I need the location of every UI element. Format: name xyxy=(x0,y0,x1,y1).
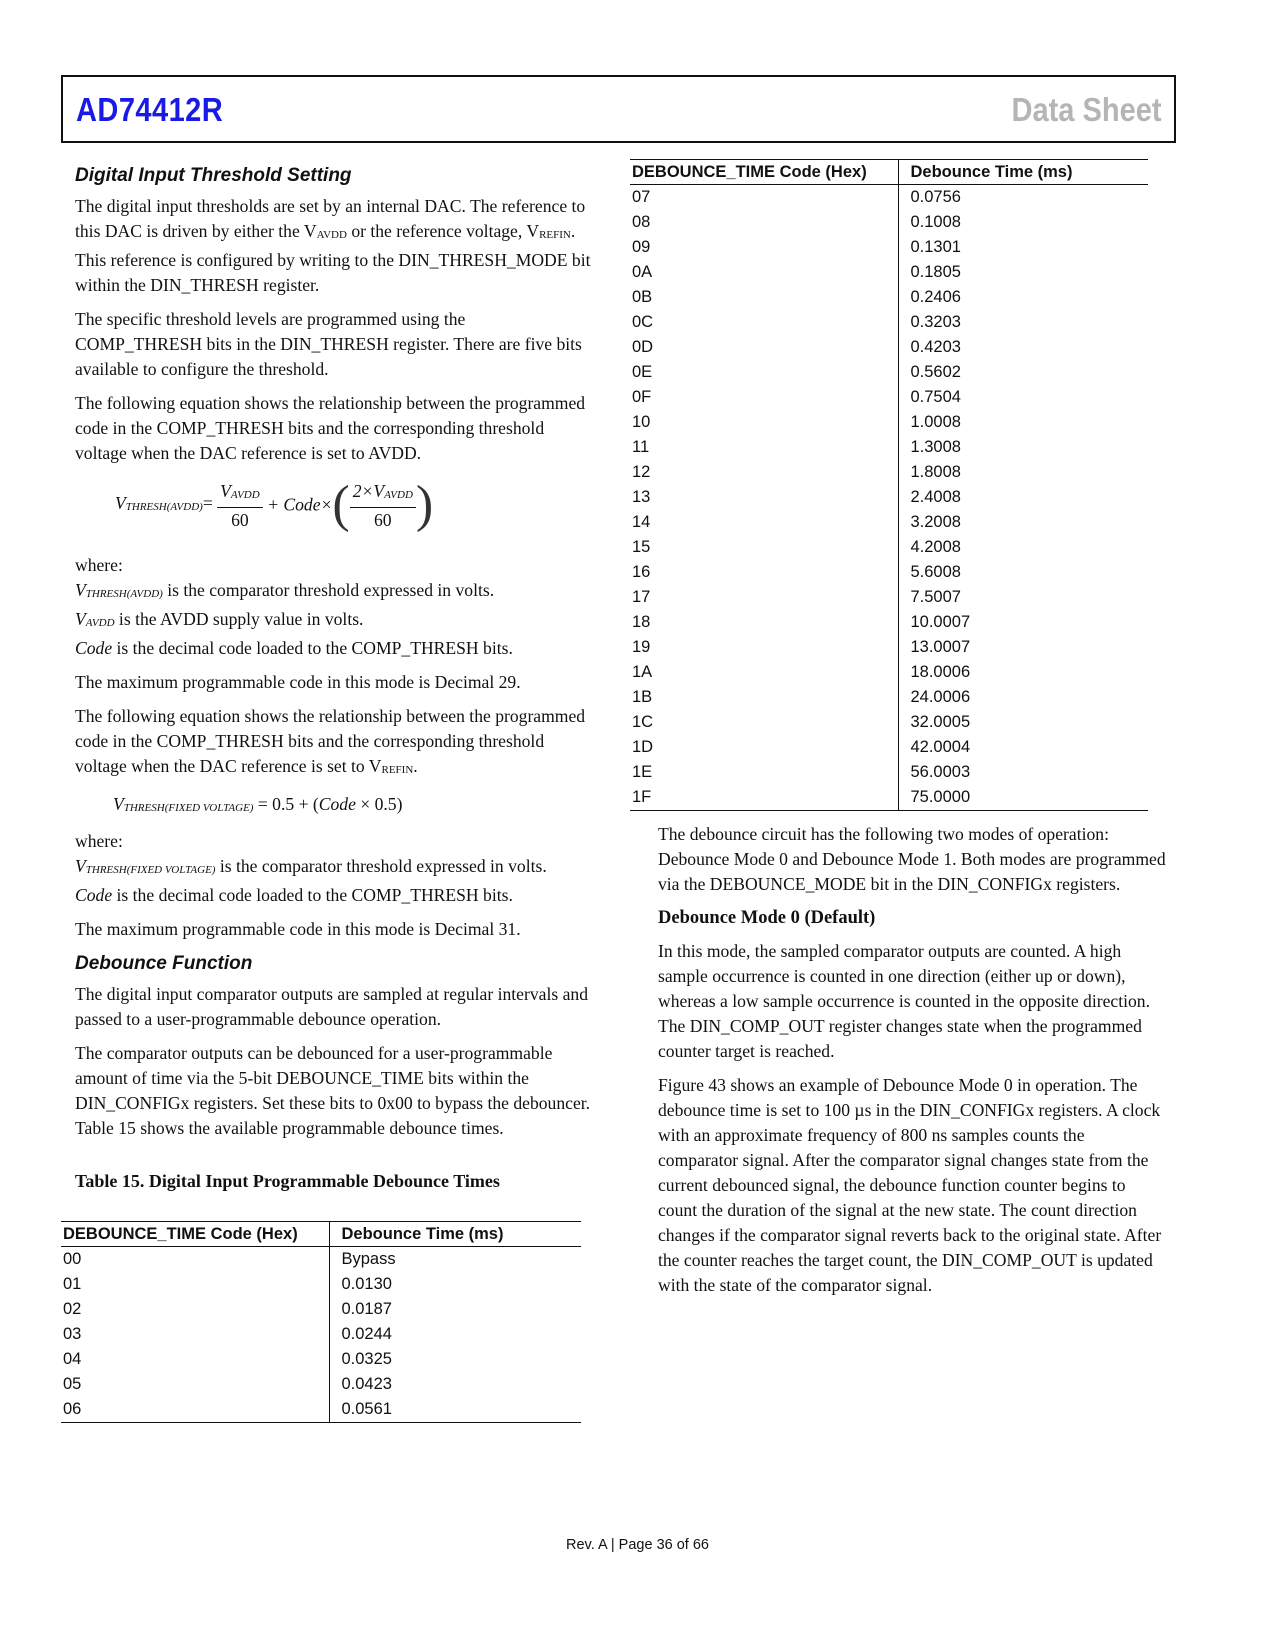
cell-debounce-time: 75.0000 xyxy=(898,785,1148,811)
table-row xyxy=(61,1247,581,1273)
left-column xyxy=(75,160,595,1193)
paragraph-debounce-time: The comparator outputs can be debounced for a user-programmable amount of time via the 5-bit DEBOUNCE_TIME bits within the DIN_CONFIGx registers. Set these bits to 0x00 to bypass the debouncer. Table 15 shows the available programmable debounce times. xyxy=(75,1043,591,1138)
cell-debounce-time: 2.4008 xyxy=(910,488,961,506)
table-header-code: DEBOUNCE_TIME Code (Hex) xyxy=(61,1222,329,1247)
table-row xyxy=(630,585,1148,610)
table-row xyxy=(630,685,1148,710)
cell-code: 19 xyxy=(630,635,898,660)
cell-debounce-time: 18.0006 xyxy=(910,663,971,681)
table-row xyxy=(630,610,1148,635)
cell-code: 0E xyxy=(630,360,898,385)
table-header-time: Debounce Time (ms) xyxy=(898,160,1148,185)
table-row xyxy=(630,260,1148,285)
definition-vavdd: $V_{AVDD}$ is the AVDD supply value in volts. xyxy=(75,609,364,629)
definition-vthresh-fixed: $V_{THRESH(FIXED VOLTAGE)}$ is the comparator threshold expressed in volts. xyxy=(75,856,547,876)
cell-code: 03 xyxy=(61,1322,329,1347)
cell-debounce-time: 0.5602 xyxy=(910,363,961,381)
where-label-2: where: xyxy=(75,831,123,851)
cell-code: 0C xyxy=(630,310,898,335)
cell-code: 01 xyxy=(61,1272,329,1297)
cell-code: 04 xyxy=(61,1347,329,1372)
paragraph-max-code-29: The maximum programmable code in this mode is Decimal 29. xyxy=(75,672,521,692)
table-row xyxy=(630,635,1148,660)
table-row xyxy=(630,210,1148,235)
debounce-table-part2 xyxy=(630,159,1148,811)
table-row xyxy=(630,510,1148,535)
cell-debounce-time: 10.0007 xyxy=(910,613,971,631)
cell-debounce-time: 3.2008 xyxy=(910,513,961,531)
part-number: AD74412R xyxy=(76,91,224,128)
table-row xyxy=(630,460,1148,485)
page-header xyxy=(61,75,1176,143)
table-row xyxy=(630,710,1148,735)
cell-debounce-time: 32.0005 xyxy=(910,713,971,731)
table-row xyxy=(61,1322,581,1347)
cell-code: 10 xyxy=(630,410,898,435)
cell-debounce-time: 0.0244 xyxy=(341,1325,392,1343)
cell-debounce-time: 5.6008 xyxy=(910,563,961,581)
cell-code: 17 xyxy=(630,585,898,610)
table-row xyxy=(630,535,1148,560)
where-label-1: where: xyxy=(75,555,123,575)
document-type: Data Sheet xyxy=(1011,91,1162,128)
cell-code: 13 xyxy=(630,485,898,510)
cell-code: 15 xyxy=(630,535,898,560)
equation-fraction-1: $\frac{V_{AVDD}}{60}$ xyxy=(217,479,263,532)
cell-debounce-time: 4.2008 xyxy=(910,538,961,556)
definition-vthresh-avdd: $V_{THRESH(AVDD)}$ is the comparator threshold expressed in volts. xyxy=(75,580,495,600)
cell-debounce-time: 0.2406 xyxy=(910,288,961,306)
cell-debounce-time: 0.4203 xyxy=(910,338,961,356)
cell-code: 1F xyxy=(630,785,898,811)
debounce-table-part1 xyxy=(61,1221,581,1423)
paragraph-equation-avdd-intro: The following equation shows the relationship between the programmed code in the COMP_THRESH bits and the corresponding threshold voltage when the DAC reference is set to AVDD. xyxy=(75,393,586,463)
cell-debounce-time: 1.8008 xyxy=(910,463,961,481)
cell-debounce-time: 1.3008 xyxy=(910,438,961,456)
right-column xyxy=(658,822,1168,1307)
paragraph-debounce-modes: The debounce circuit has the following two modes of operation: Debounce Mode 0 and Debounce Mode 1. Both modes are programmed via the DEBOUNCE_MODE bit in the DIN_CONFIGx registers. xyxy=(658,824,1166,894)
table-row xyxy=(61,1297,581,1322)
cell-code: 05 xyxy=(61,1372,329,1397)
cell-debounce-time: 0.0130 xyxy=(341,1275,392,1293)
table-row xyxy=(630,360,1148,385)
table-row xyxy=(630,560,1148,585)
paragraph-equation-refin-intro: The following equation shows the relationship between the programmed code in the COMP_THRESH bits and the corresponding threshold voltage when the DAC reference is set to $V_{REFIN}$. xyxy=(75,706,586,776)
cell-code: 14 xyxy=(630,510,898,535)
cell-debounce-time: 0.0187 xyxy=(341,1300,392,1318)
cell-code: 12 xyxy=(630,460,898,485)
cell-code: 08 xyxy=(630,210,898,235)
cell-debounce-time: 1.0008 xyxy=(910,413,961,431)
paragraph-debounce-intro: The digital input comparator outputs are sampled at regular intervals and passed to a user-programmable debounce operation. xyxy=(75,984,588,1029)
cell-code: 1E xyxy=(630,760,898,785)
table-row xyxy=(61,1372,581,1397)
cell-code: 1D xyxy=(630,735,898,760)
table-row xyxy=(630,285,1148,310)
table-caption: Table 15. Digital Input Programmable Debounce Times xyxy=(75,1171,500,1191)
table-row xyxy=(630,410,1148,435)
subheading-debounce-mode-0: Debounce Mode 0 (Default) xyxy=(658,908,876,928)
table-row xyxy=(630,335,1148,360)
cell-debounce-time: 24.0006 xyxy=(910,688,971,706)
cell-code: 18 xyxy=(630,610,898,635)
cell-debounce-time: 0.7504 xyxy=(910,388,961,406)
table-row xyxy=(630,660,1148,685)
table-row xyxy=(630,435,1148,460)
cell-debounce-time: 13.0007 xyxy=(910,638,971,656)
cell-code: 16 xyxy=(630,560,898,585)
cell-debounce-time: Bypass xyxy=(341,1250,396,1268)
table-row xyxy=(630,185,1148,211)
cell-code: 1A xyxy=(630,660,898,685)
table-row xyxy=(630,485,1148,510)
equation-fraction-2: $\frac{2\times V_{AVDD}}{60}$ xyxy=(350,479,416,532)
cell-debounce-time: 0.1301 xyxy=(910,238,961,256)
table-row xyxy=(61,1272,581,1297)
section-heading-threshold: Digital Input Threshold Setting xyxy=(75,165,352,186)
cell-debounce-time: 0.0561 xyxy=(329,1397,581,1423)
paragraph-mode0-description: In this mode, the sampled comparator outputs are counted. A high sample occurrence is counted in one direction (either up or down), whereas a low sample occurrence is counted in the opposite direction. The DIN_COMP_OUT register changes state when the programmed counter target is reached. xyxy=(658,941,1150,1061)
section-heading-debounce: Debounce Function xyxy=(75,953,253,974)
cell-code: 06 xyxy=(61,1397,329,1423)
definition-code-2: Code is the decimal code loaded to the COMP_THRESH bits. xyxy=(75,885,513,905)
table-row xyxy=(630,235,1148,260)
page-footer: Rev. A | Page 36 of 66 xyxy=(566,1537,709,1553)
cell-code: 09 xyxy=(630,235,898,260)
table-row xyxy=(61,1397,581,1423)
cell-debounce-time: 0.0756 xyxy=(910,188,961,206)
cell-debounce-time: 56.0003 xyxy=(910,763,971,781)
cell-debounce-time: 0.3203 xyxy=(910,313,961,331)
cell-code: 00 xyxy=(61,1247,329,1273)
paragraph-max-code-31: The maximum programmable code in this mode is Decimal 31. xyxy=(75,919,521,939)
cell-code: 0D xyxy=(630,335,898,360)
paragraph-threshold-intro: The digital input thresholds are set by an internal DAC. The reference to this DAC is driven by either the $V_{AVDD}$ or the reference voltage, $V_{REFIN}$. This reference is configured by writing to the DIN_THRESH_MODE bit within the DIN_THRESH register. xyxy=(75,196,591,295)
table-row xyxy=(630,385,1148,410)
equation-avdd: $V_{THRESH(AVDD)}=$ $\frac{V_{AVDD}}{60}$ + Code×( $\frac{2\times V_{AVDD}}{60}$ ) xyxy=(115,476,434,533)
paragraph-threshold-levels: The specific threshold levels are programmed using the COMP_THRESH bits in the DIN_THRESH register. There are five bits available to configure the threshold. xyxy=(75,309,582,379)
cell-debounce-time: 7.5007 xyxy=(910,588,961,606)
cell-code: 0F xyxy=(630,385,898,410)
cell-code: 07 xyxy=(630,185,898,211)
table-row xyxy=(630,760,1148,785)
cell-code: 11 xyxy=(630,435,898,460)
cell-debounce-time: 0.1805 xyxy=(910,263,961,281)
definition-code-1: Code is the decimal code loaded to the COMP_THRESH bits. xyxy=(75,638,513,658)
cell-debounce-time: 0.1008 xyxy=(910,213,961,231)
cell-code: 1B xyxy=(630,685,898,710)
cell-debounce-time: 0.0423 xyxy=(341,1375,392,1393)
table-row xyxy=(630,735,1148,760)
cell-debounce-time: 42.0004 xyxy=(910,738,971,756)
cell-debounce-time: 0.0325 xyxy=(341,1350,392,1368)
table-row xyxy=(630,785,1148,811)
table-header-code: DEBOUNCE_TIME Code (Hex) xyxy=(630,160,898,185)
cell-code: 1C xyxy=(630,710,898,735)
cell-code: 02 xyxy=(61,1297,329,1322)
paragraph-figure43-description: Figure 43 shows an example of Debounce Mode 0 in operation. The debounce time is set to 100 µs in the DIN_CONFIGx registers. A clock with an approximate frequency of 800 ns samples counts the comparator signal. After the comparator signal changes state from the current debounced signal, the debounce function counter begins to count the duration of the signal at the new state. The count direction changes if the comparator signal reverts back to the original state. After the counter reaches the target count, the DIN_COMP_OUT is updated with the state of the comparator signal. xyxy=(658,1075,1162,1295)
table-header-time: Debounce Time (ms) xyxy=(329,1222,581,1247)
table-row xyxy=(61,1347,581,1372)
cell-code: 0B xyxy=(630,285,898,310)
table-row xyxy=(630,310,1148,335)
equation-fixed-voltage: $V_{THRESH(FIXED VOLTAGE)} = 0.5$ + (Code × 0.5) xyxy=(113,794,403,814)
cell-code: 0A xyxy=(630,260,898,285)
